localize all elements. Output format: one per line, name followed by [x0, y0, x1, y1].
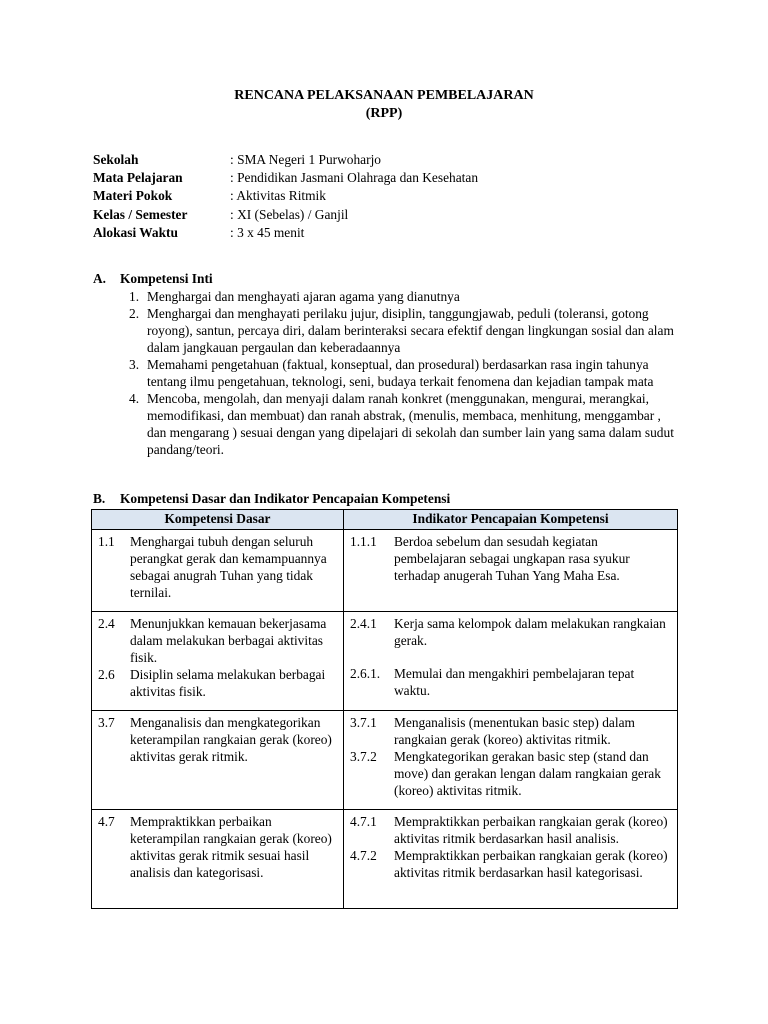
table-row — [92, 530, 678, 612]
identity-row-sekolah — [93, 151, 478, 169]
indicator-text: Mengkategorikan gerakan basic step (stand dan move) dan gerakan lengan dalam rangkaian gerak (koreo) aktivitas ritmik. — [394, 749, 661, 798]
identity-value: : Pendidikan Jasmani Olahraga dan Kesehatan — [230, 170, 479, 186]
identity-value: : XI (Sebelas) / Ganjil — [230, 206, 349, 222]
identity-label: Mata Pelajaran — [93, 170, 183, 186]
section-letter: B. — [93, 491, 106, 506]
competency-table — [91, 509, 678, 909]
list-text: Mencoba, mengolah, dan menyaji dalam ranah konkret (menggunakan, mengurai, merangkai, memodifikasi, dan membuat) dan ranah abstrak, (menulis, membaca, menhitung, menggambar , dan mengarang ) sesuai dengan yang dipelajari di sekolah dan sumber lain yang sama dalam sudut pandang/teori. — [147, 391, 674, 457]
indicator-cell — [344, 810, 678, 909]
list-item — [120, 305, 680, 356]
indicator-number: 2.6.1. — [350, 666, 381, 681]
kd-text: Menunjukkan kemauan bekerjasama dalam melakukan berbagai aktivitas fisik. — [130, 616, 327, 665]
table-row — [92, 810, 678, 909]
identity-row-kelas-semester — [93, 206, 478, 224]
indicator-text: Mempraktikkan perbaikan rangkaian gerak (koreo) aktivitas ritmik berdasarkan hasil kategorisasi. — [394, 848, 668, 880]
list-item — [120, 356, 680, 390]
section-a-heading — [93, 270, 213, 287]
list-number: 2. — [129, 306, 140, 321]
indicator-text: Menganalisis (menentukan basic step) dalam rangkaian gerak (koreo) aktivitas ritmik. — [394, 715, 635, 747]
identity-label: Materi Pokok — [93, 188, 173, 204]
kd-number: 1.1 — [98, 534, 115, 549]
list-text: Menghargai dan menghayati ajaran agama yang dianutnya — [147, 289, 460, 304]
section-title: Kompetensi Dasar dan Indikator Pencapaian Kompetensi — [120, 491, 451, 506]
list-item — [120, 390, 680, 458]
kd-text: Mempraktikkan perbaikan keterampilan rangkaian gerak (koreo) aktivitas gerak ritmik sesuai hasil analisis dan kategorisasi. — [130, 814, 332, 880]
list-item — [120, 288, 680, 305]
list-text: Memahami pengetahuan (faktual, konseptual, dan prosedural) berdasarkan rasa ingin tahunya tentang ilmu pengetahuan, teknologi, seni, budaya terkait fenomena dan kejadian tampak mata — [147, 357, 654, 389]
section-b-heading — [93, 490, 450, 507]
table-row — [92, 612, 678, 711]
list-number: 4. — [129, 391, 140, 406]
identity-row-materi-pokok — [93, 187, 478, 205]
kd-cell — [92, 810, 344, 909]
identity-label: Alokasi Waktu — [93, 224, 178, 240]
identity-label: Kelas / Semester — [93, 206, 188, 222]
indicator-number: 4.7.1 — [350, 814, 377, 829]
section-letter: A. — [93, 271, 107, 286]
kompetensi-inti-list — [120, 288, 680, 458]
list-text: Menghargai dan menghayati perilaku jujur, disiplin, tanggungjawab, peduli (toleransi, gotong royong), santun, percaya diri, dalam berinteraksi secara efektif dengan lingkungan sosial dan alam dalam jangkauan pergaulan dan keberadaannya — [147, 306, 674, 355]
list-number: 1. — [129, 289, 140, 304]
indicator-cell — [344, 530, 678, 612]
indicator-cell — [344, 711, 678, 810]
indicator-number: 2.4.1 — [350, 616, 377, 631]
indicator-number: 3.7.1 — [350, 715, 377, 730]
identity-block — [93, 151, 478, 242]
document-title: RENCANA PELAKSANAAN PEMBELAJARAN — [234, 88, 534, 103]
document-subtitle: (RPP) — [365, 106, 403, 121]
section-title: Kompetensi Inti — [120, 271, 213, 286]
indicator-text: Mempraktikkan perbaikan rangkaian gerak (koreo) aktivitas ritmik berdasarkan hasil analisis. — [394, 814, 668, 846]
kd-text: Menganalisis dan mengkategorikan keterampilan rangkaian gerak (koreo) aktivitas gerak ritmik. — [130, 715, 332, 764]
identity-value: : SMA Negeri 1 Purwoharjo — [230, 152, 382, 167]
table-header-row — [92, 510, 678, 530]
identity-value: : 3 x 45 menit — [230, 224, 305, 240]
indicator-text: Berdoa sebelum dan sesudah kegiatan pembelajaran sebagai ungkapan rasa syukur terhadap anugerah Tuhan Yang Maha Esa. — [394, 534, 630, 583]
kd-number: 4.7 — [98, 814, 115, 829]
identity-row-mata-pelajaran — [93, 169, 478, 187]
kd-cell — [92, 612, 344, 711]
identity-label: Sekolah — [93, 152, 139, 167]
kd-cell — [92, 711, 344, 810]
indicator-number: 3.7.2 — [350, 749, 377, 764]
list-number: 3. — [129, 357, 140, 372]
kd-number: 2.6 — [98, 667, 115, 682]
kd-cell — [92, 530, 344, 612]
identity-value: : Aktivitas Ritmik — [230, 188, 326, 204]
identity-row-alokasi-waktu — [93, 224, 478, 242]
indicator-text: Kerja sama kelompok dalam melakukan rangkaian gerak. — [394, 616, 666, 648]
indicator-cell — [344, 612, 678, 711]
column-header-indikator: Indikator Pencapaian Kompetensi — [344, 510, 678, 530]
indicator-number: 1.1.1 — [350, 534, 377, 549]
kd-number: 2.4 — [98, 616, 115, 631]
kd-text: Disiplin selama melakukan berbagai aktivitas fisik. — [130, 667, 326, 699]
indicator-number: 4.7.2 — [350, 848, 377, 863]
kd-number: 3.7 — [98, 715, 115, 730]
column-header-kompetensi-dasar: Kompetensi Dasar — [92, 510, 344, 530]
kd-text: Menghargai tubuh dengan seluruh perangkat gerak dan kemampuannya sebagai anugrah Tuhan yang tidak ternilai. — [130, 534, 327, 600]
table-row — [92, 711, 678, 810]
indicator-text: Memulai dan mengakhiri pembelajaran tepat waktu. — [394, 666, 635, 698]
